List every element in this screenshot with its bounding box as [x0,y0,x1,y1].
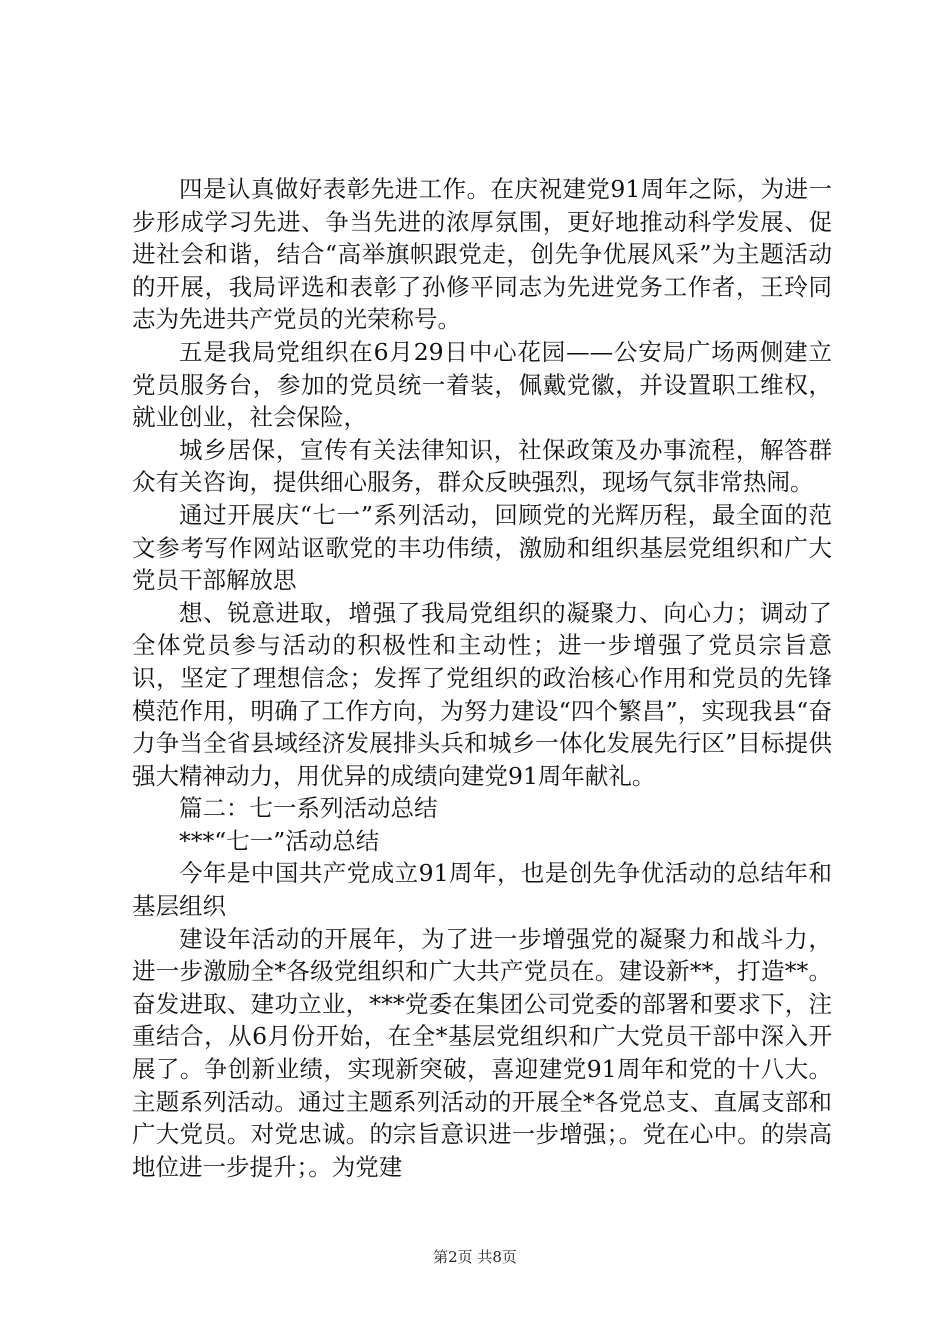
paragraph-organization: 建设年活动的开展年，为了进一步增强党的凝聚力和战斗力，进一步激励全*各级党组织和广大共产党员在。建设新**，打造**。奋发进取、建功立业，***党委在集团公司党委的部署和要求下，注重结合，从6月份开始，在全*基层党组织和广大党员干部中深入开展了。争创新业绩，实现新突破，喜迎建党91周年和党的十八大。主题系列活动。通过主题系列活动的开展全*各党总支、直属支部和广大党员。对党忠诚。的宗旨意识进一步增强；。党在心中。的崇高地位进一步提升；。为党建 [132,924,832,1181]
paragraph-rural-insurance: 城乡居保，宣传有关法律知识，社保政策及办事流程，解答群众有关咨询，提供细心服务，群众反映强烈，现场气氛非常热闹。 [132,435,832,497]
section-subtitle: ***“七一”活动总结 [179,826,380,855]
paragraph-activities-results: 想、锐意进取，增强了我局党组织的凝聚力、向心力；调动了全体党员参与活动的积极性和主动性；进一步增强了党员宗旨意识，坚定了理想信念；发挥了党组织的政治核心作用和党员的先锋模范作用，明确了工作方向，为努力建设“四个繁昌”，实现我县“奋力争当全省县域经济发展排头兵和城乡一体化发展先行区”目标提供强大精神动力，用优异的成绩向建党91周年献礼。 [132,598,832,790]
document-body [132,173,832,1183]
section-heading: 篇二：七一系列活动总结 [179,794,438,823]
paragraph-commendation: 四是认真做好表彰先进工作。在庆祝建党91周年之际，为进一步形成学习先进、争当先进的浓厚氛围，更好地推动科学发展、促进社会和谐，结合“高举旗帜跟党走，创先争优展风采”为主题活动的开展，我局评选和表彰了孙修平同志为先进党务工作者，王玲同志为先进共产党员的光荣称号。 [132,175,832,334]
paragraph-service-desk: 五是我局党组织在6月29日中心花园——公安局广场两侧建立党员服务台，参加的党员统一着装，佩戴党徽，并设置职工维权，就业创业，社会保险， [132,337,832,432]
page-number-footer: 第2页 共8页 [433,1248,517,1266]
paragraph-activities-review: 通过开展庆“七一”系列活动，回顾党的光辉历程，最全面的范文参考写作网站讴歌党的丰功伟绩，激励和组织基层党组织和广大党员干部解放思 [132,500,832,595]
paragraph-intro: 今年是中国共产党成立91周年，也是创先争优活动的总结年和基层组织 [132,859,832,921]
